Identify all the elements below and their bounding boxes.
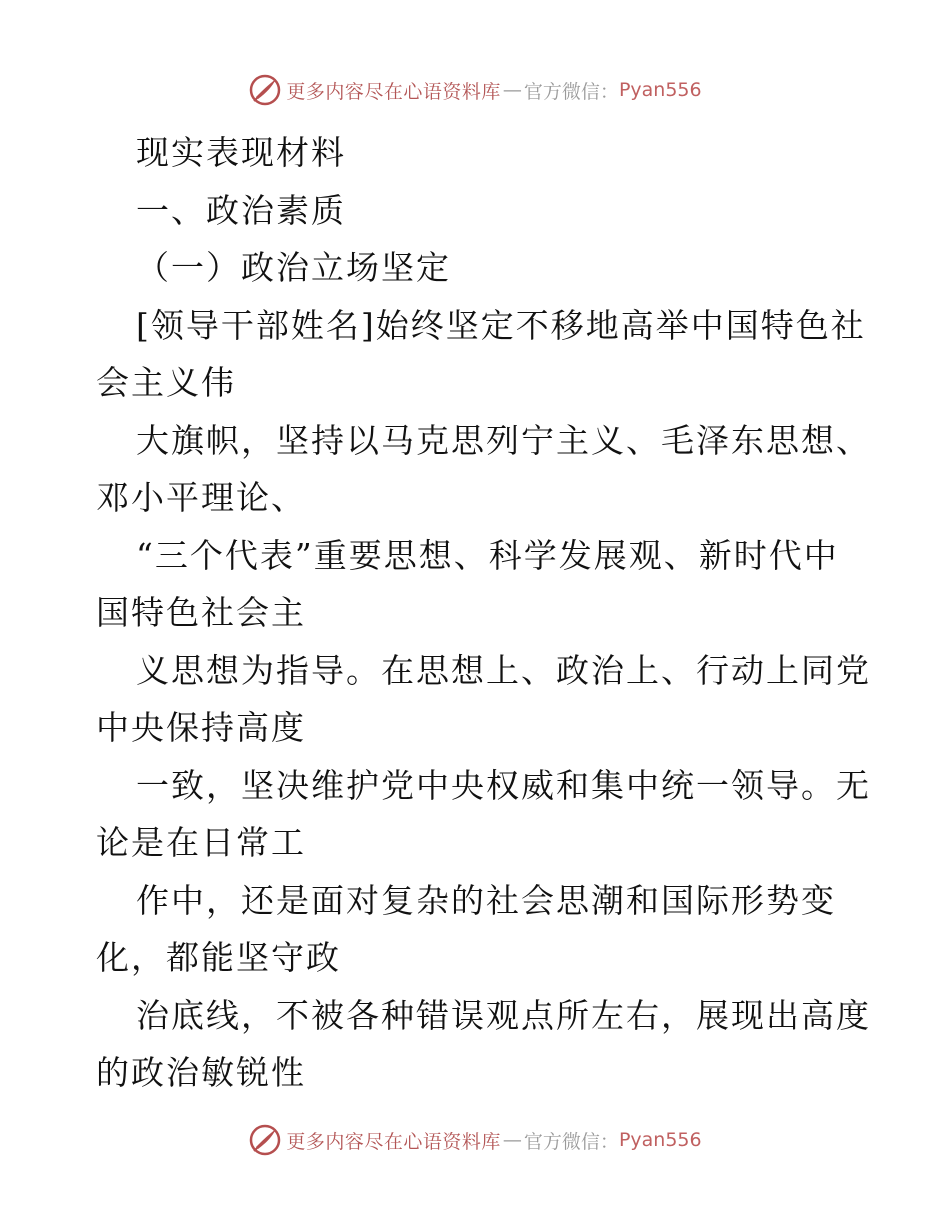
paragraph-line: [领导干部姓名]始终坚定不移地高举中国特色社 [136,305,866,345]
feather-seal-icon [248,1123,282,1157]
document-body [96,124,871,1102]
paragraph-line: 治底线，不被各种错误观点所左右，展现出高度 [136,995,871,1035]
paragraph-line: 化，都能坚守政 [96,938,341,977]
paragraph-line: 论是在日常工 [96,823,306,862]
watermark-sub-text: 官方微信： [523,80,619,103]
paragraph-line: 义思想为指导。在思想上、政治上、行动上同党 [136,650,871,690]
watermark-separator: — [502,1129,522,1151]
feather-seal-icon [248,73,282,107]
paragraph-line: 的政治敏锐性 [96,1053,306,1092]
watermark-main-text: 更多内容尽在心语资料库 [286,1130,501,1153]
watermark-wechat-id: Pyan556 [618,1129,702,1151]
paragraph-line: 邓小平理论、 [96,478,306,517]
section-heading: 一、政治素质 [136,190,346,230]
watermark-main-text: 更多内容尽在心语资料库 [286,80,501,103]
watermark-wechat-id: Pyan556 [618,79,702,101]
paragraph-line: “三个代表”重要思想、科学发展观、新时代中 [136,535,839,575]
header-watermark [0,70,950,110]
watermark-sub-text: 官方微信： [523,1130,619,1153]
footer-watermark [0,1120,950,1160]
paragraph-line: 一致，坚决维护党中央权威和集中统一领导。无 [136,765,871,805]
paragraph-line: 作中，还是面对复杂的社会思潮和国际形势变 [136,880,836,920]
paragraph-line: 国特色社会主 [96,593,306,632]
watermark-separator: — [502,79,522,101]
paragraph-line: 会主义伟 [96,363,236,402]
paragraph-line: 大旗帜，坚持以马克思列宁主义、毛泽东思想、 [136,420,871,460]
doc-title: 现实表现材料 [136,133,346,172]
paragraph-line: 中央保持高度 [96,708,306,747]
subsection-heading: （一）政治立场坚定 [136,248,451,287]
